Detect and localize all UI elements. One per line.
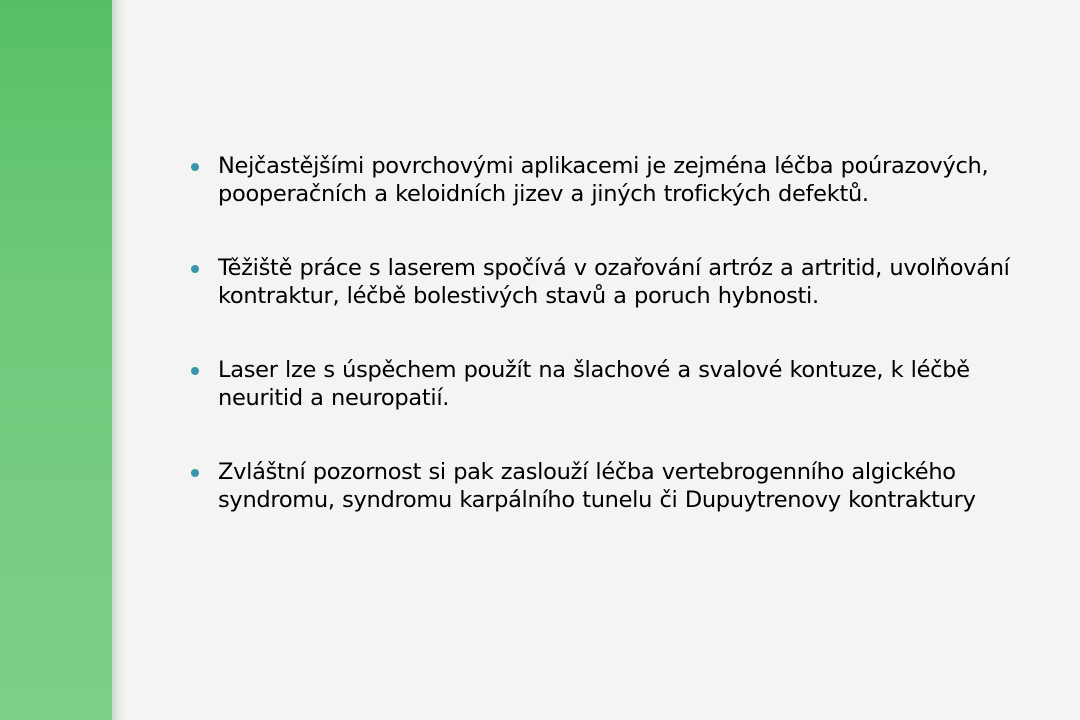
- bullet-item: [190, 356, 1060, 412]
- bullet-item: [190, 254, 1060, 310]
- bullet-text: Zvláštní pozornost si pak zaslouží léčba vertebrogenního algického syndromu, syndromu karpálního tunelu či Dupuytrenovy kontraktury: [218, 459, 976, 513]
- bullet-dot-icon: [191, 469, 199, 477]
- bullet-item: [190, 152, 1060, 208]
- green-side-band: [0, 0, 112, 720]
- bullet-dot-icon: [191, 367, 199, 375]
- bullet-dot-icon: [191, 163, 199, 171]
- bullet-list: [190, 152, 1060, 560]
- side-band-shadow: [112, 0, 126, 720]
- bullet-item: [190, 458, 1060, 514]
- bullet-text: Těžiště práce s laserem spočívá v ozařování artróz a artritid, uvolňování kontraktur, léčbě bolestivých stavů a poruch hybnosti.: [218, 255, 1010, 309]
- bullet-text: Nejčastějšími povrchovými aplikacemi je zejména léčba poúrazových, pooperačních a keloidních jizev a jiných trofických defektů.: [218, 153, 989, 207]
- bullet-dot-icon: [191, 265, 199, 273]
- bullet-text: Laser lze s úspěchem použít na šlachové a svalové kontuze, k léčbě neuritid a neuropatií.: [218, 357, 970, 411]
